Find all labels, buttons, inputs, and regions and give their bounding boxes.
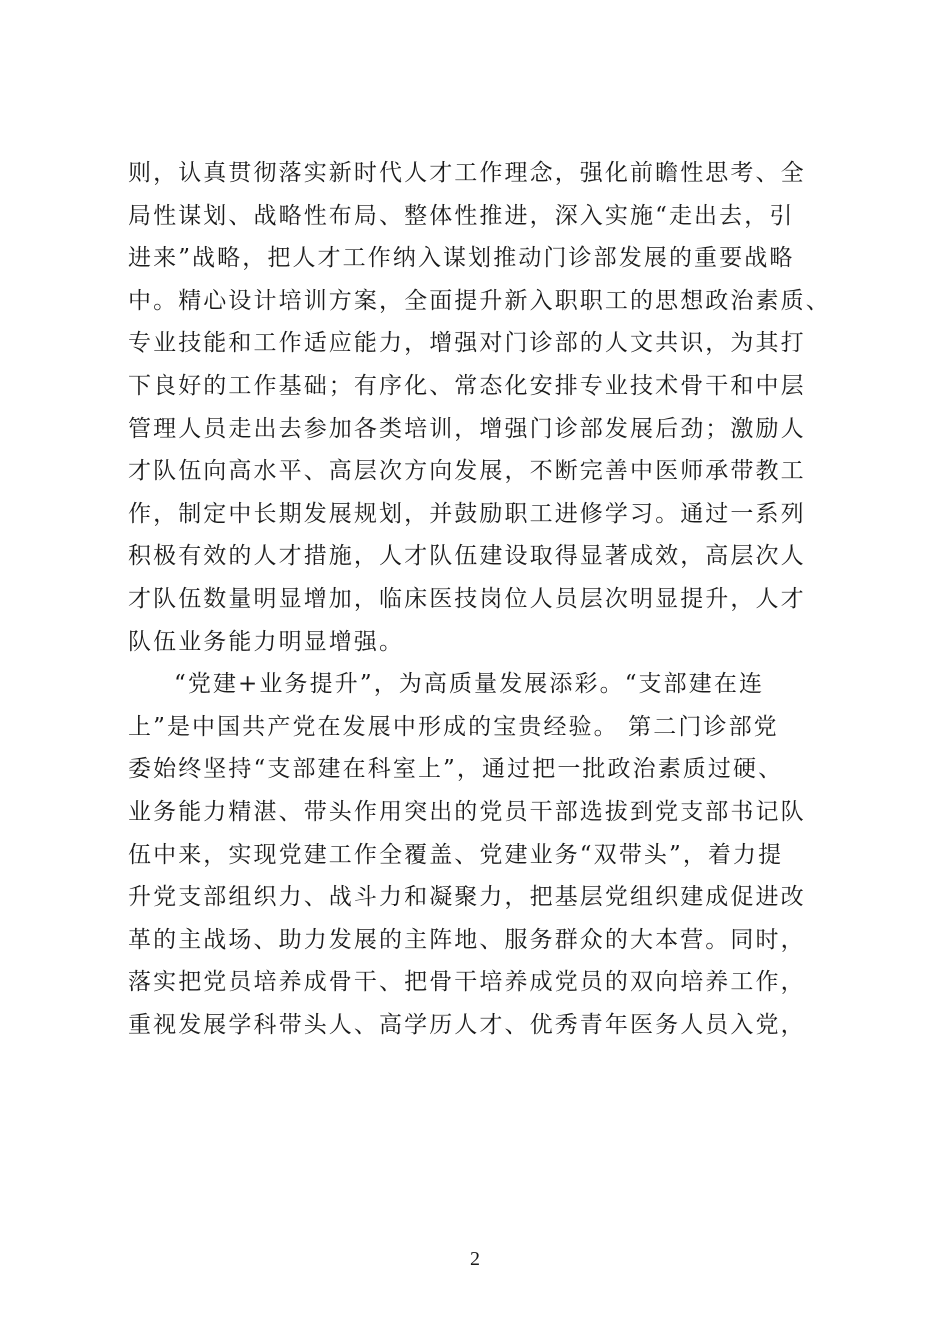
text-line: 管理人员走出去参加各类培训，增强门诊部发展后劲；激励人 (128, 415, 806, 442)
text-line: 升党支部组织力、战斗力和凝聚力，把基层党组织建成促进改 (128, 884, 806, 911)
body-text (128, 152, 831, 1046)
text-line: 则，认真贯彻落实新时代人才工作理念，强化前瞻性思考、全 (128, 160, 806, 186)
text-line: 积极有效的人才措施，人才队伍建设取得显著成效，高层次人 (128, 543, 806, 570)
text-line: 上”是中国共产党在发展中形成的宝贵经验。 第二门诊部党 (128, 713, 779, 740)
page-number: 2 (470, 1248, 480, 1270)
text-line: 局性谋划、战略性布局、整体性推进，深入实施“走出去，引 (128, 202, 795, 229)
text-line: 才队伍向高水平、高层次方向发展，不断完善中医师承带教工 (128, 458, 806, 485)
text-line: 进来”战略，把人才工作纳入谋划推动门诊部发展的重要战略 (128, 245, 795, 272)
text-line: 中。精心设计培训方案，全面提升新入职职工的思想政治素质、 (128, 287, 831, 314)
paragraph-start-line: “党建+业务提升”，为高质量发展添彩。“支部建在连 (174, 671, 765, 698)
text-line: 业务能力精湛、带头作用突出的党员干部选拔到党支部书记队 (128, 798, 806, 825)
text-line: 革的主战场、助力发展的主阵地、服务群众的大本营。同时， (128, 926, 806, 953)
text-line: 作，制定中长期发展规划，并鼓励职工进修学习。通过一系列 (128, 500, 806, 527)
text-line: 委始终坚持“支部建在科室上”，通过把一批政治素质过硬、 (128, 756, 784, 783)
text-line: 下良好的工作基础；有序化、常态化安排专业技术骨干和中层 (128, 372, 806, 399)
text-line: 伍中来，实现党建工作全覆盖、党建业务“双带头”，着力提 (128, 841, 784, 868)
text-line: 专业技能和工作适应能力，增强对门诊部的人文共识，为其打 (128, 330, 806, 357)
text-line: 重视发展学科带头人、高学历人才、优秀青年医务人员入党， (128, 1011, 806, 1038)
text-line: 队伍业务能力明显增强。 (128, 628, 405, 655)
text-line: 落实把党员培养成骨干、把骨干培养成党员的双向培养工作， (128, 969, 806, 996)
text-line: 才队伍数量明显增加，临床医技岗位人员层次明显提升，人才 (128, 585, 806, 612)
